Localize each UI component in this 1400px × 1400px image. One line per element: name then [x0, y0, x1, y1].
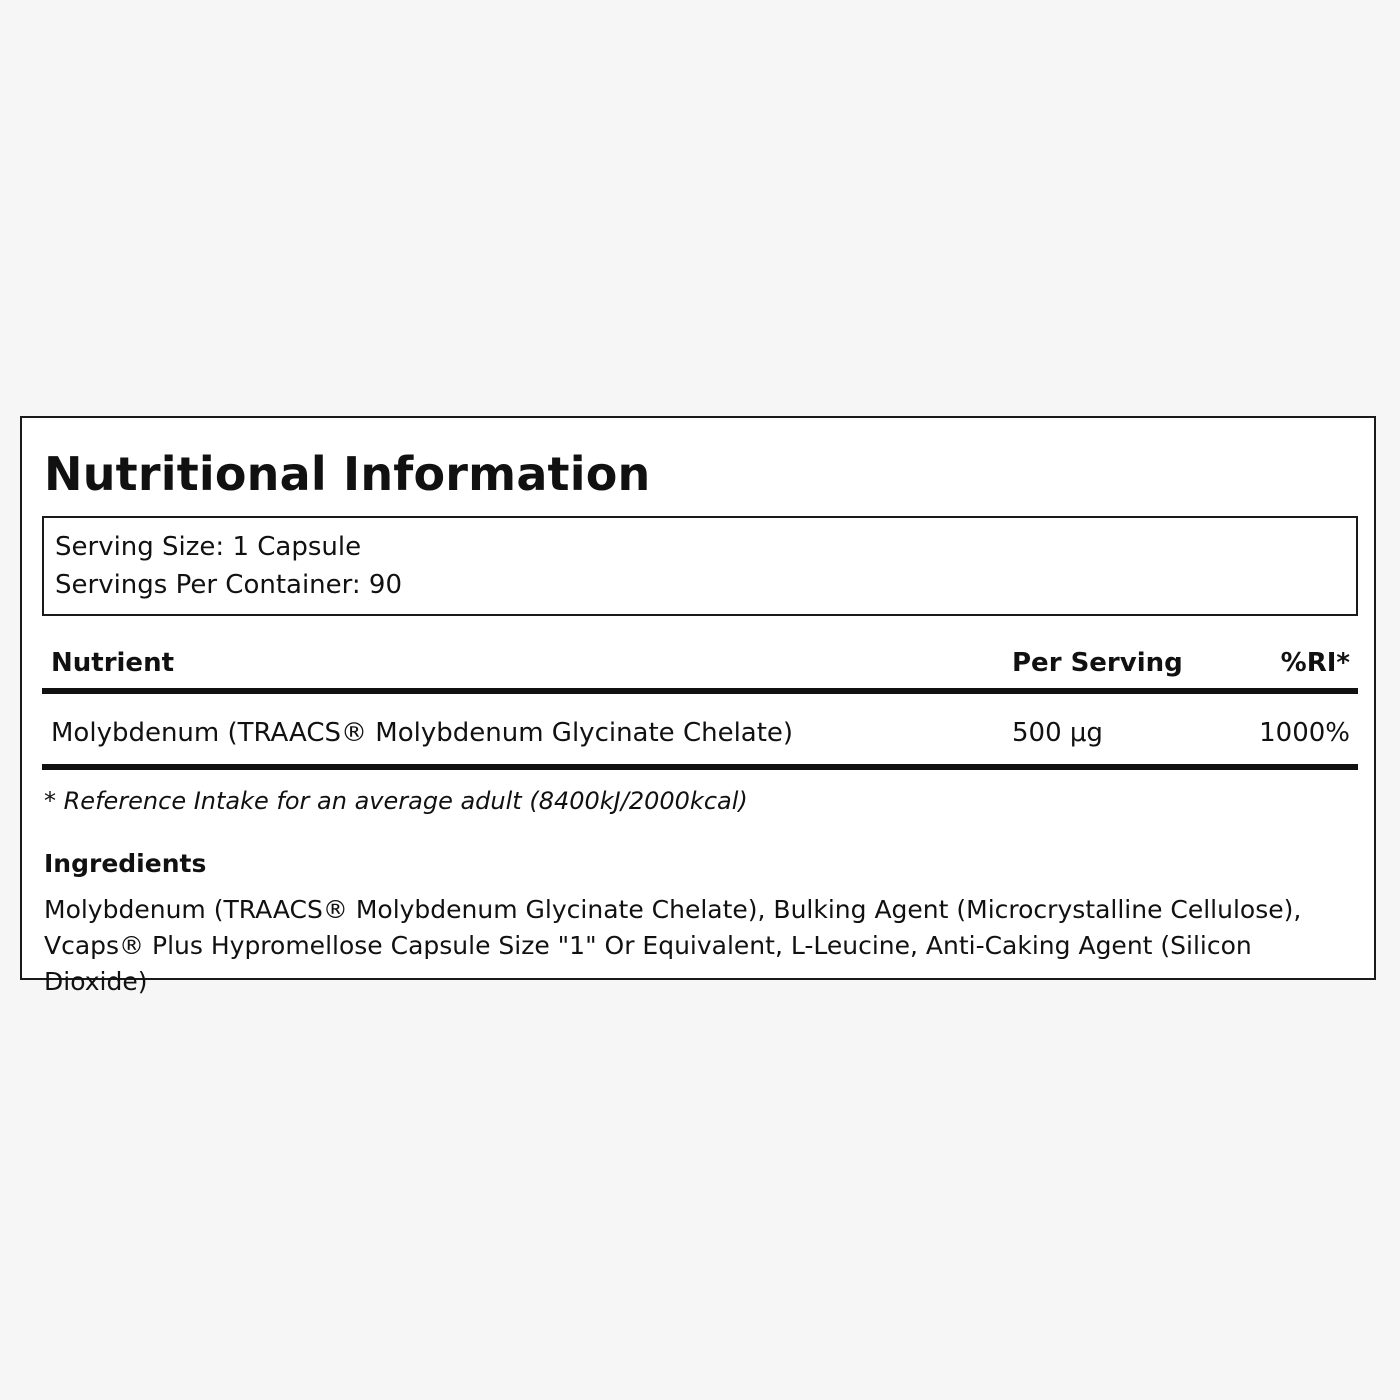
serving-size: Serving Size: 1 Capsule [55, 532, 362, 562]
page-title: Nutritional Information [44, 447, 651, 501]
header-divider [42, 688, 1358, 694]
header-per-serving: Per Serving [1012, 648, 1183, 678]
header-ri: %RI* [1280, 648, 1350, 678]
nutrient-per-serving: 500 μg [1012, 718, 1103, 748]
nutrient-name: Molybdenum (TRAACS® Molybdenum Glycinate Chelate) [51, 718, 794, 748]
table-bottom-divider [42, 764, 1358, 770]
table-header-row [42, 640, 1358, 686]
ingredients-list: Molybdenum (TRAACS® Molybdenum Glycinate Chelate), Bulking Agent (Microcrystalline Cellulose), Vcaps® Plus Hypromellose Capsule Size "1" Or Equivalent, L-Leucine, Anti-Caking Agent (Silicon Dioxide) [44, 895, 1302, 996]
nutrient-table [42, 640, 1358, 770]
header-nutrient: Nutrient [51, 648, 175, 678]
nutrition-panel [20, 416, 1376, 996]
servings-per-container: Servings Per Container: 90 [55, 570, 403, 600]
nutrient-ri: 1000% [1259, 718, 1350, 748]
table-row [42, 710, 1358, 756]
ingredients-heading: Ingredients [44, 849, 207, 878]
reference-intake-footnote: * Reference Intake for an average adult (8400kJ/2000kcal) [44, 787, 748, 815]
serving-info-box [42, 516, 1358, 616]
